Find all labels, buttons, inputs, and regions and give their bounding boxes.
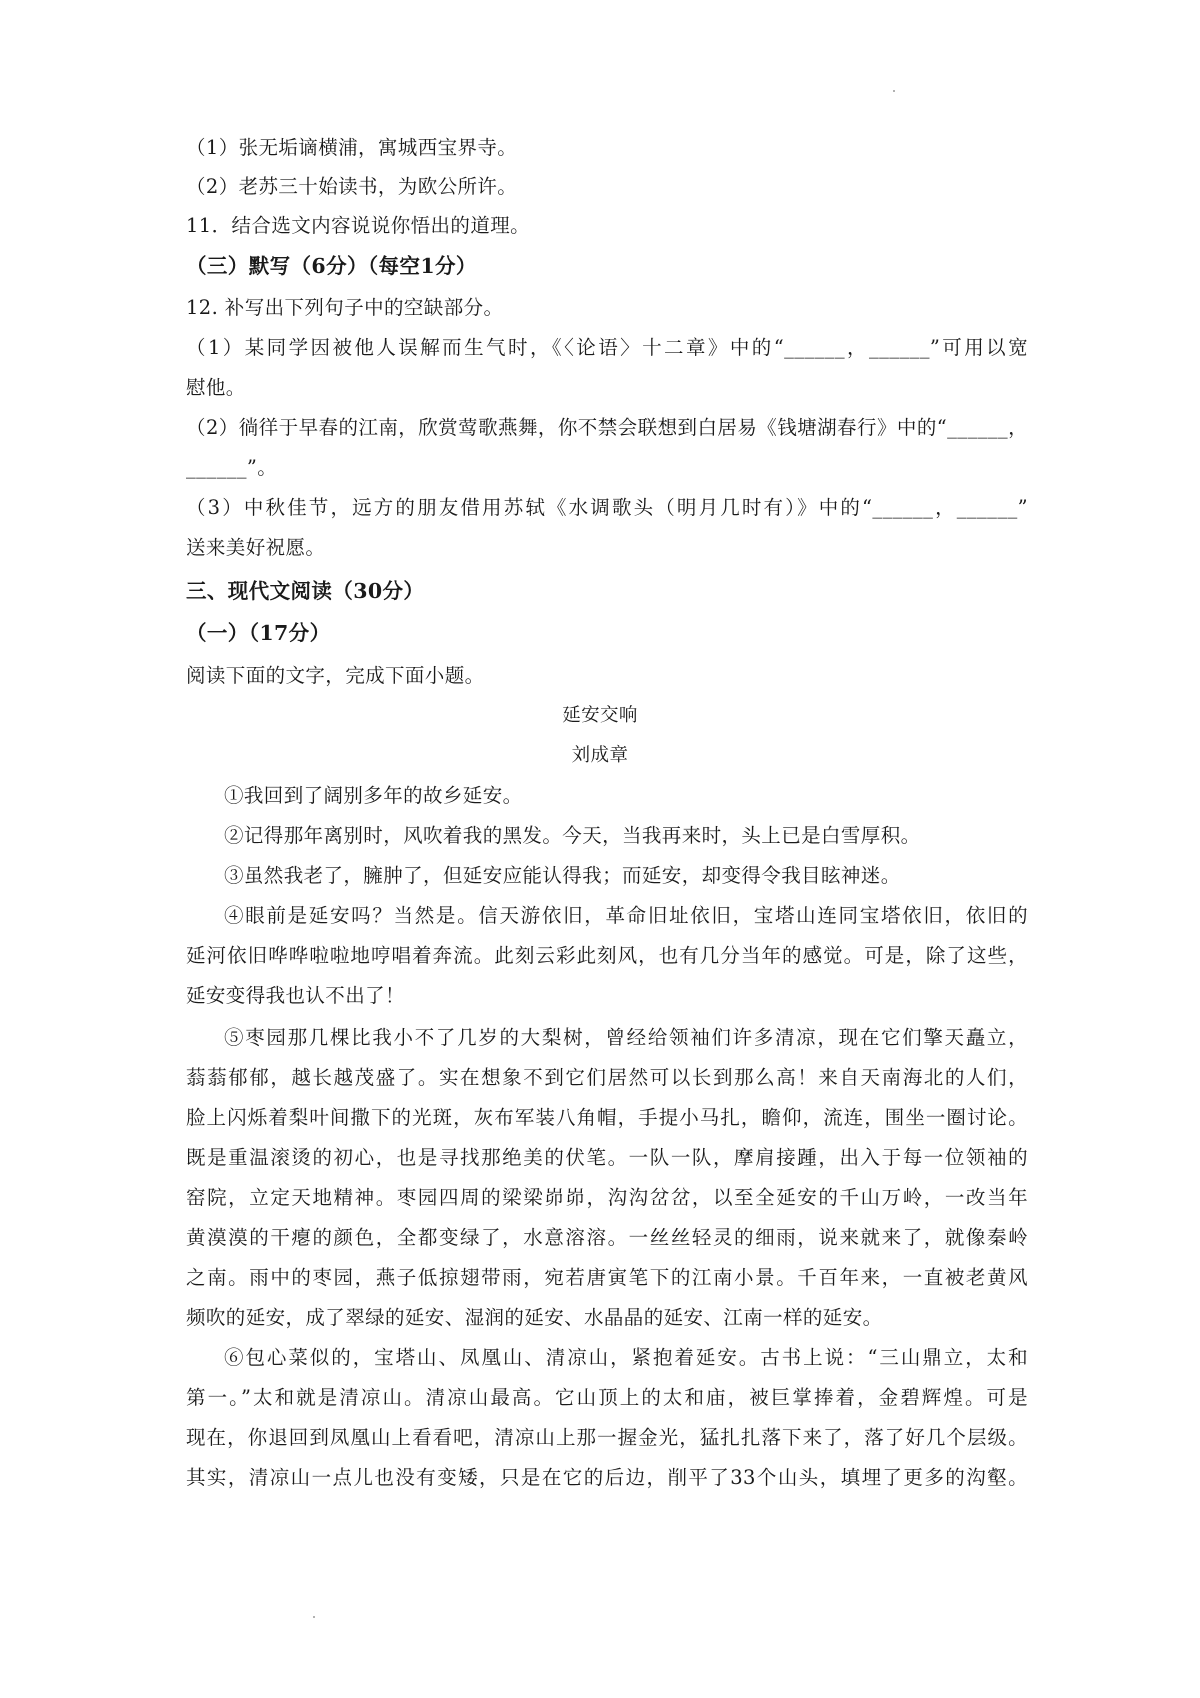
q12-item-1-line-1: （1）某同学因被他人误解而生气时，《〈论语〉十二章》中的“______，______”可用以宽 <box>186 336 1028 359</box>
paragraph-2: ②记得那年离别时，风吹着我的黑发。今天，当我再来时，头上已是白雪厚积。 <box>224 824 921 847</box>
q10-item-1: （1）张无垢谪横浦，寓城西宝界寺。 <box>186 136 518 159</box>
paragraph-6-line-3: 现在，你退回到凤凰山上看看吧，清凉山上那一握金光，猛扎扎落下来了，落了好几个层级。 <box>186 1426 1028 1449</box>
reading-instruction: 阅读下面的文字，完成下面小题。 <box>186 664 485 687</box>
scan-speck <box>893 90 895 92</box>
paragraph-5-line-6: 黄漠漠的干瘪的颜色，全都变绿了，水意溶溶。一丝丝轻灵的细雨，说来就来了，就像秦岭 <box>186 1226 1028 1249</box>
article-author: 刘成章 <box>571 745 629 766</box>
paragraph-6-line-2: 第一。”太和就是清凉山。清凉山最高。它山顶上的太和庙，被巨掌捧着，金碧辉煌。可是 <box>186 1386 1028 1409</box>
paragraph-5-line-2: 蓊蓊郁郁，越长越茂盛了。实在想象不到它们居然可以长到那么高！来自天南海北的人们， <box>186 1066 1028 1089</box>
paragraph-5-line-5: 窑院，立定天地精神。枣园四周的梁梁峁峁，沟沟岔岔，以至全延安的千山万岭，一改当年 <box>186 1186 1028 1209</box>
paragraph-5-line-1: ⑤枣园那几棵比我小不了几岁的大梨树，曾经给领袖们许多清凉，现在它们擎天矗立， <box>224 1026 1028 1049</box>
paragraph-5-line-4: 既是重温滚烫的初心，也是寻找那绝美的伏笔。一队一队，摩肩接踵，出入于每一位领袖的 <box>186 1146 1028 1169</box>
scan-speck <box>313 1616 315 1618</box>
paragraph-4-line-1: ④眼前是延安吗？当然是。信天游依旧，革命旧址依旧，宝塔山连同宝塔依旧，依旧的 <box>224 904 1028 927</box>
part-3-heading: 三、现代文阅读（30分） <box>186 579 425 603</box>
article-title: 延安交响 <box>562 705 638 726</box>
question-11: 11．结合选文内容说说你悟出的道理。 <box>186 214 531 237</box>
paragraph-5-line-7: 之南。雨中的枣园，燕子低掠翅带雨，宛若唐寅笔下的江南小景。千百年来，一直被老黄风 <box>186 1266 1028 1289</box>
paragraph-5-line-3: 脸上闪烁着梨叶间撒下的光斑，灰布军装八角帽，手提小马扎，瞻仰，流连，围坐一圈讨论。 <box>186 1106 1028 1129</box>
paragraph-1: ①我回到了阔别多年的故乡延安。 <box>224 784 523 807</box>
section-3-heading: （三）默写（6分）（每空1分） <box>186 254 477 278</box>
q12-item-3-line-2: 送来美好祝愿。 <box>186 536 326 559</box>
paragraph-6-line-4: 其实，清凉山一点儿也没有变矮，只是在它的后边，削平了33个山头，填埋了更多的沟壑。 <box>186 1466 1028 1489</box>
paragraph-6-line-1: ⑥包心菜似的，宝塔山、凤凰山、清凉山，紧抱着延安。古书上说：“三山鼎立，太和 <box>224 1346 1028 1369</box>
paragraph-4-line-3: 延安变得我也认不出了！ <box>186 984 405 1007</box>
paragraph-3: ③虽然我老了，臃肿了，但延安应能认得我；而延安，却变得令我目眩神迷。 <box>224 864 901 887</box>
part-3-subheading: （一）（17分） <box>186 621 331 645</box>
q10-item-2: （2）老苏三十始读书，为欧公所许。 <box>186 175 518 198</box>
q12-item-3-line-1: （3）中秋佳节，远方的朋友借用苏轼《水调歌头（明月几时有）》中的“______，______” <box>186 496 1028 519</box>
paragraph-4-line-2: 延河依旧哗哗啦啦地哼唱着奔流。此刻云彩此刻风，也有几分当年的感觉。可是，除了这些， <box>186 944 1028 967</box>
q12-item-2-line-1: （2）徜徉于早春的江南，欣赏莺歌燕舞，你不禁会联想到白居易《钱塘湖春行》中的“______， <box>186 416 1028 439</box>
question-12: 12. 补写出下列句子中的空缺部分。 <box>186 296 504 319</box>
q12-item-2-line-2: ______”。 <box>186 456 278 479</box>
paragraph-5-line-8: 频吹的延安，成了翠绿的延安、湿润的延安、水晶晶的延安、江南一样的延安。 <box>186 1306 883 1329</box>
q12-item-1-line-2: 慰他。 <box>186 376 246 399</box>
